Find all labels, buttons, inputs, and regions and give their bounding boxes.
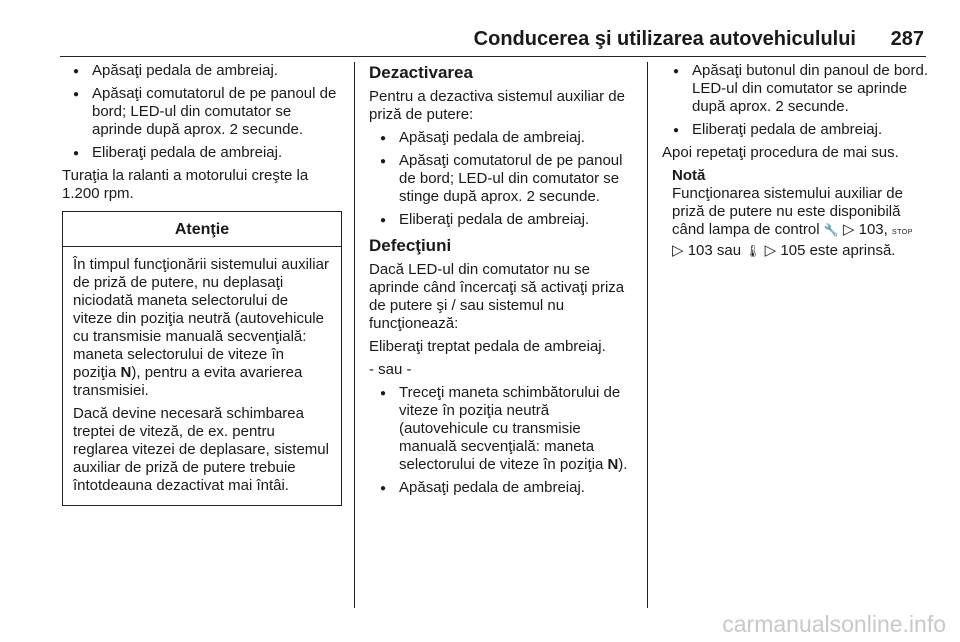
stop-icon: STOP <box>891 229 913 236</box>
warning-text: În timpul funcţionării sistemului auxiliar de priză de putere, nu deplasaţi niciodată maneta selectorului de viteze din poziţia neutră (autovehicule cu transmisie manuală secvenţială: maneta selectorului de viteze în poziţia <box>73 256 329 381</box>
list-item <box>369 384 637 474</box>
list-item: ● Apăsaţi pedala de ambreiaj. <box>369 479 637 497</box>
note-text <box>672 185 930 260</box>
list-item: ● Apăsaţi comutatorul de pe panoul de bord; LED-ul din comutator se stinge după aprox. 2 secunde. <box>369 152 637 206</box>
warning-paragraph: Dacă devine necesară schimbarea treptei de viteză, de ex. pentru reglarea vitezei de deplasare, sistemul auxiliar de priză de putere trebuie întotdeauna dezactivat mai întâi. <box>73 405 329 494</box>
list-text: Treceţi maneta schimbătorului de viteze în poziţia neutră (autovehicule cu transmisie manuală secvenţială: maneta selectorului de viteze în poziţia <box>399 384 621 473</box>
ref-arrow-icon: ▷ <box>764 242 777 259</box>
column-1 <box>62 62 342 506</box>
paragraph: Apoi repetaţi procedura de mai sus. <box>662 144 899 161</box>
note-text-part: Funcţionarea sistemului auxiliar de priză de putere nu este disponibilă când lampa de control <box>672 185 903 238</box>
wrench-warning-icon: 🔧 <box>823 223 839 237</box>
paragraph: Eliberaţi treptat pedala de ambreiaj. <box>369 338 606 355</box>
paragraph: Pentru a dezactiva sistemul auxiliar de priză de putere: <box>369 88 625 123</box>
note-text-part: 103, <box>858 221 892 238</box>
paragraph: Dacă LED-ul din comutator nu se aprinde când încercaţi să activaţi priza de putere şi / sau sistemul nu funcţionează: <box>369 261 625 332</box>
warning-paragraph <box>73 256 331 400</box>
page-number: 287 <box>890 28 924 50</box>
watermark: carmanualsonline.info <box>722 611 946 637</box>
header-title: Conducerea şi utilizarea autovehiculului <box>473 28 856 50</box>
column-3 <box>662 62 930 265</box>
page-header <box>60 26 926 57</box>
warning-text: ), pentru a evita avarierea transmisiei. <box>73 364 303 399</box>
ref-arrow-icon: ▷ <box>842 221 855 238</box>
paragraph: - sau - <box>369 361 412 378</box>
warning-title: Atenţie <box>63 212 341 247</box>
section-heading: Defecţiuni <box>369 236 452 255</box>
list-item: ● Eliberaţi pedala de ambreiaj. <box>62 144 342 162</box>
note-box <box>662 167 930 260</box>
list-item: ● Eliberaţi pedala de ambreiaj. <box>369 211 637 229</box>
paragraph: Turaţia la ralanti a motorului creşte la 1.200 rpm. <box>62 167 309 202</box>
list-item: ● Eliberaţi pedala de ambreiaj. <box>662 121 930 139</box>
coolant-temperature-icon: 🌡 <box>745 244 761 258</box>
list-item: ● Apăsaţi pedala de ambreiaj. <box>369 129 637 147</box>
column-divider <box>647 62 648 608</box>
column-2 <box>369 62 637 502</box>
list-item: ● Apăsaţi comutatorul de pe panoul de bord; LED-ul din comutator se aprinde după aprox. 2 secunde. <box>62 85 342 139</box>
warning-body <box>63 247 341 505</box>
warning-box <box>62 211 342 506</box>
column-divider <box>354 62 355 608</box>
note-title: Notă <box>672 167 706 184</box>
list-text: ). <box>618 456 628 473</box>
gear-n: N <box>120 364 132 381</box>
list-item: ● Apăsaţi pedala de ambreiaj. <box>62 62 342 80</box>
section-heading: Dezactivarea <box>369 63 473 82</box>
list-item: ● Apăsaţi butonul din panoul de bord. LED-ul din comutator se aprinde după aprox. 2 secunde. <box>662 62 930 116</box>
gear-n: N <box>607 456 619 473</box>
note-text-part: 105 este aprinsă. <box>780 242 896 259</box>
note-text-part: 103 sau <box>687 242 746 259</box>
ref-arrow-icon: ▷ <box>672 242 684 259</box>
